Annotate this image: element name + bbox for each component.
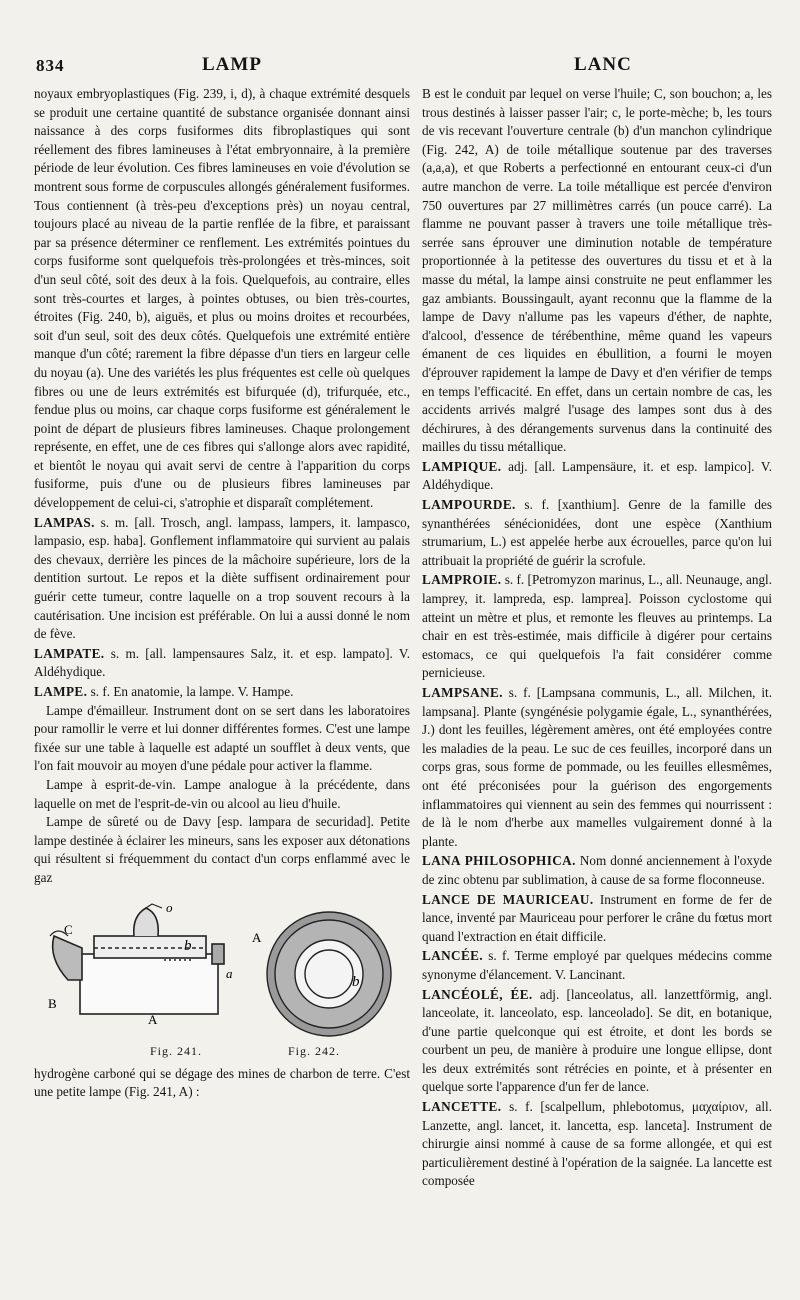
fig-label-A: A: [148, 1011, 158, 1027]
fig-241-caption: Fig. 241.: [150, 1043, 203, 1058]
entry-lanceole: [422, 986, 772, 1098]
headword: LAMPSANE.: [422, 685, 503, 700]
entry-lancette: [422, 1098, 772, 1191]
right-running-head: LANC: [574, 54, 632, 75]
fig-label-b2: b: [352, 973, 360, 990]
page-number: 834: [36, 56, 65, 75]
figures-davy-lamp: [34, 896, 410, 1061]
headword: LAMPAS.: [34, 514, 95, 530]
entry-body: adj. [all. Lampensäure, it. et esp. lampico]. V. Aldéhydique.: [422, 458, 772, 493]
right-column: [422, 85, 772, 1290]
lampe-surete-paragraph: Lampe de sûreté ou de Davy [esp. lampara de securidad]. Petite lampe destinée à éclairer les mineurs, sans les exposer aux détonations qui résultent si fréquemment du contact d'un corps enflammé avec le gaz: [34, 814, 410, 885]
fig-242-drawing: [267, 912, 391, 1036]
headword: LAMPATE.: [34, 645, 105, 661]
entry-body: s. f. [Lampsana communis, L., all. Milchen, it. lampsana]. Plante (syngénésie polygamie égale, L., synanthérées, J.) dont les feuilles, légèrement amères, ont été employées contre les maladies de la peau. Le suc de ces feuilles, incorporé dans un corps gras, sous forme de pommade, ou les feuilles ellesmêmes, ont été préconisées pour la guérison des engorgements inflammatoires qui viennent au sein des femmes qui nourrissent : de là le nom d'herbe aux mamelles vulgairement donné à la plante.: [422, 685, 772, 849]
lampe-esprit-paragraph: Lampe à esprit-de-vin. Lampe analogue à la précédente, dans laquelle on met de l'esprit-de-vin ou alcool au lieu d'huile.: [34, 776, 410, 811]
entry-body: s. m. [all. lampensaures Salz, it. et esp. lampato]. V. Aldéhydique.: [34, 645, 410, 680]
entry-lancee: [422, 947, 772, 984]
paragraph-continuation: B est le conduit par lequel on verse l'huile; C, son bouchon; a, les trous destinés à laisser passer l'air; c, le porte-mèche; b, les tours de vis recevant l'ouverture centrale (b) d'un manchon cylindrique (Fig. 242, A) de toile métallique soutenue par des traverses (a,a,a), et que Roberts a perfectionné en entourant ceux-ci d'un autre manchon de verre. La toile métallique est percée d'environ 750 ouvertures par 27 millimètres carrés (un pouce carré). La flamme ne pouvant passer à travers une toile métallique très-serrée sans éprouver une diminution notable de température proportionnée à la petitesse des ouvertures du tissu et et à la masse du métal, la lampe ainsi construite ne peut enflammer les gaz ambiants. Boussingault, ayant reconnu que la flamme de la lampe de Davy n'allume pas les vapeurs d'éther, de naphte, d'alcool, d'essence de térébenthine, même quand les vapeurs émanent de ces liquides en ébullition, a fourni le moyen d'éprouver rapidement la lampe de Davy et d'en vérifier de temps en temps l'efficacité. En effet, dans un certain nombre de cas, les accidents arrivés malgré l'usage des lampes sont dus à des déchirures, à des dérangements survenus dans la continuité des mailles du tissu métallique.: [422, 86, 772, 455]
left-running-head: LAMP: [202, 54, 262, 75]
lampe-emailleur-paragraph: Lampe d'émailleur. Instrument dont on se sert dans les laboratoires pour ramollir le verre et lui donner différentes formes. C'est une lampe fixée sur une table à laquelle est adapté un soufflet à deux vents, que l'on fait mouvoir au moyen d'une pédale pour activer la flamme.: [34, 702, 410, 774]
entry-body: s. f. Terme employé par quelques médecins comme synonyme d'élancement. V. Lancinant.: [422, 948, 772, 982]
entry-body: Instrument en forme de fer de lance, inventé par Mauriceau pour perforer le crâne du fœtus mort quand l'extraction en était difficile.: [422, 891, 772, 944]
fig-label-a: a: [226, 965, 233, 981]
fig-242-caption: Fig. 242.: [288, 1043, 341, 1058]
headword: LANCÉOLÉ, ÉE.: [422, 986, 533, 1002]
left-column: [34, 85, 410, 1290]
entry-lampsane: [422, 684, 772, 851]
entry-body: s. f. En anatomie, la lampe. V. Hampe.: [87, 684, 294, 699]
entry-lampe: [34, 683, 410, 702]
entry-lampique: [422, 458, 772, 495]
paragraph-continuation: noyaux embryoplastiques (Fig. 239, i, d), à chaque extrémité desquels se produit une certaine quantité de substance organisée donnant ainsi naissance à des corps fusiformes dits fibroplastiques qui sont réellement des fibres lamineuses à l'état embryonnaire, à la première période de leur évolution. Ces fibres lamineuses en voie d'évolution se montrent sous forme de corpuscules allongés généralement fusiformes. Tous contiennent (à très-peu d'exceptions près) un noyau central, toujours placé au niveau de la partie renflée de la fibre, et paraissant par sa présence déterminer ce renflement. Les extrémités pointues du corps fusiforme sont quelquefois très-prolongées et très-minces, soit d'un seul côté, soit des deux à la fois. Quelquefois, au contraire, elles sont très-courtes et larges, à pointes obtuses, ou bien très-courtes, étroites (Fig. 240, b), aiguës, et plus ou moins droites et recourbées, soit d'un seul, soit des deux côtés. Quelquefois une extrémité entière manque d'un côté; rarement la fibre dépasse d'un tiers en largeur celle du noyau (a). Une des variétés les plus fréquentes est celle où quelques fibres ou une de leurs extrémités est bifurquée (d), trifurquée, etc., fendue plus ou moins, car chaque corps fusiforme est généralement le point de départ de plusieurs fibres lamineuses. Chaque prolongement représente, en effet, une de ces fibres qui s'allonge alors avec rapidité, et bientôt le noyau qui avait servi de centre à l'apparition du corps fusiforme, puis d'une ou de plusieurs fibres lamineuses par développement de celui-ci, s'atrophie et disparaît complétement.: [34, 86, 410, 511]
entry-lampourde: [422, 496, 772, 570]
paragraph-after-figures: hydrogène carboné qui se dégage des mines de charbon de terre. C'est une petite lampe (Fig. 241, A) :: [34, 1065, 410, 1100]
headword: LANA PHILOSOPHICA.: [422, 853, 576, 869]
entry-lamproie: [422, 571, 772, 683]
entry-body: s. f. [scalpellum, phlebotomus, μαχαίριον, all. Lanzette, angl. lancet, it. lancetta, esp. lanceta]. Instrument de chirurgie ainsi nommé à cause de sa forme allongée, et qui est particulièrement destiné à l'opération de la saignée. La lancette est composée: [422, 1099, 772, 1189]
headword: LANCETTE.: [422, 1099, 502, 1115]
entry-body: adj. [lanceolatus, all. lanzettförmig, angl. lanceolate, it. lanceolato, esp. lanceolado]. Se dit, en botanique, d'une partie quelconque qui est étroite, et dont les bords se courbent un peu, de manière à produire une longue ellipse, dont les deux extrémités sont rétrécies en pointe, et à présenter en quelque sorte l'apparence d'un fer de lance.: [422, 986, 772, 1095]
fig-label-b: b: [184, 937, 192, 954]
entry-body: s. f. [xanthium]. Genre de la famille des synanthérées sénécionidées, dont une espèce (Xanthium strumarium, L.) est appelée herbe aux écrouelles, parce qu'on lui attribuait la propriété de guérir la scrofule.: [422, 497, 772, 568]
headword: LANCE DE MAURICEAU.: [422, 891, 594, 907]
entry-body: s. m. [all. Trosch, angl. lampass, lampers, it. lampasco, lampasio, esp. haba]. Gonflement inflammatoire qui survient au palais des chevaux, derrière les pinces de la mâchoire supérieure, lors de la dentition surtout. Le repos et la diète suffisent ordinairement pour guérir cette tumeur, contre laquelle on a trop souvent recours à la cautérisation. Une incision est préférable. On lui a aussi donné le nom de fève.: [34, 514, 410, 642]
lamp-engraving: [34, 896, 410, 1061]
headword: LAMPIQUE.: [422, 458, 502, 474]
headword: LAMPOURDE.: [422, 497, 516, 513]
fig-label-C: C: [64, 921, 73, 937]
entry-lampas: [34, 514, 410, 644]
fig-label-o: o: [166, 899, 173, 915]
entry-lampate: [34, 645, 410, 682]
entry-lana-philosophica: [422, 852, 772, 889]
headword: LAMPE.: [34, 684, 88, 699]
headword: LANCÉE.: [422, 948, 484, 964]
headword: LAMPROIE.: [422, 572, 502, 588]
running-header: [0, 44, 800, 84]
fig-label-B: B: [48, 995, 57, 1011]
fig-241-drawing: [50, 904, 224, 1014]
entry-body: Nom donné anciennement à l'oxyde de zinc obtenu par sublimation, à cause de sa forme floconneuse.: [422, 853, 773, 887]
entry-lance-de-mauriceau: [422, 891, 772, 947]
entry-body: s. f. [Petromyzon marinus, L., all. Neunauge, angl. lamprey, it. lampreda, esp. lamprea]. Poisson cyclostome qui atteint un mètre et plus, et remonte les fleuves au printemps. La chair en est très-estimée, mais difficile à digérer pour certains estomacs, ce qui quelquefois l'a fait considérer comme pernicieuse.: [422, 572, 772, 681]
fig-label-A2: A: [252, 929, 262, 945]
